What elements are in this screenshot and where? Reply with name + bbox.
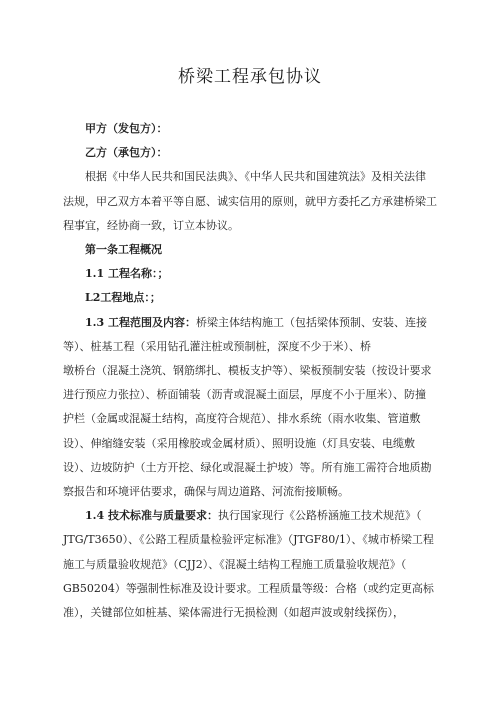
item-1-2: L2工程地点：； — [85, 291, 161, 305]
article-1-heading: 第一条工程概况 — [85, 243, 162, 257]
item-1-3-line: 护栏（金属或混凝土结构，高度符合规范）、排水系统（雨水收集、管道敷 — [63, 412, 421, 426]
item-1-3-text: 桥梁主体结构施工（包括梁体预制、安装、连接 — [195, 315, 427, 329]
item-1-1: 1.1 工程名称：； — [85, 267, 169, 281]
item-1-3-line: 察报告和环境评估要求，确保与周边道路、河流衔接顺畅。 — [63, 485, 349, 499]
party-a-line: 甲方（发包方）： — [85, 122, 168, 135]
item-1-3-line: 墩桥台（混凝土浇筑、钢筋绑扎、模板支护等）、梁板预制安装（按设计要求 — [63, 364, 432, 378]
item-1-4-label: 1.4 技术标准与质量要求： — [85, 509, 218, 523]
item-1-4-line: GB50204）等强制性标准及设计要求。工程质量等级：合格（或约定更高标 — [63, 581, 434, 595]
item-1-4-text: 执行国家现行《公路桥涵施工技术规范》（ — [217, 509, 422, 523]
item-1-3-first-line — [63, 311, 440, 335]
item-1-4-line: JTG/T3650）、《公路工程质量检验评定标准》（JTGF80/1）、《城市桥梁工程 — [63, 533, 434, 547]
preamble-line-1: 根据《中华人民共和国民法典》、《中华人民共和国建筑法》及相关法律 — [85, 170, 426, 184]
item-1-3-line: 等）、桩基工程（采用钻孔灌注桩或预制桩，深度不少于米）、桥 — [63, 339, 371, 353]
item-1-3-line: 进行预应力张拉）、桥面铺装（沥青或混凝土面层，厚度不小于厘米）、防撞 — [63, 388, 426, 402]
document-body — [63, 117, 440, 625]
party-b-line: 乙方（承包方）： — [85, 146, 168, 160]
preamble-line-3: 程事宜，经协商一致，订立本协议。 — [63, 218, 239, 232]
item-1-4-first-line — [63, 504, 440, 528]
page-title: 桥梁工程承包协议 — [178, 67, 322, 87]
preamble-line-2: 法规，甲乙双方本着平等自愿、诚实信用的原则，就甲方委托乙方承建桥梁工 — [63, 194, 437, 208]
item-1-3-line: 设）、伸缩缝安装（采用橡胶或金属材质）、照明设施（灯具安装、电缆敷 — [63, 436, 415, 450]
item-1-4-line: 准），关键部位如桩基、梁体需进行无损检测（如超声波或射线探伤）， — [63, 606, 404, 620]
item-1-3-label: 1.3 工程范围及内容： — [85, 315, 196, 329]
item-1-4-line: 施工与质量验收规范》（CJJ2）、《混凝土结构工程施工质量验收规范》（ — [63, 557, 407, 571]
item-1-3-line: 设）、边坡防护（土方开挖、绿化或混凝土护坡）等。所有施工需符合地质勘 — [63, 460, 432, 474]
